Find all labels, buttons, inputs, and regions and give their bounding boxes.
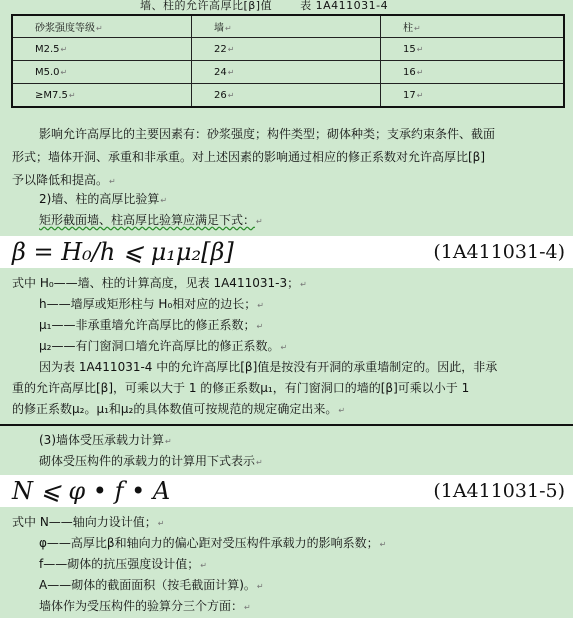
heading-bearing-capacity: (3)墙体受压承载力计算↵ — [39, 433, 172, 447]
table-row — [12, 61, 564, 84]
table-header-row — [12, 15, 564, 38]
where-f: f——砌体的抗压强度设计值；↵ — [39, 557, 207, 571]
table-title: 墙、柱的允许高厚比[β]值 — [140, 0, 273, 12]
where-a: A——砌体的截面面积（按毛截面计算)。↵ — [39, 578, 264, 592]
table-code: 表 1A411031-4 — [300, 0, 389, 12]
table-row — [12, 38, 564, 61]
allowable-ratio-table — [11, 14, 565, 108]
cell-grade: M5.0↵ — [12, 61, 192, 84]
paragraph-explain-line1: 因为表 1A411031-4 中的允许高厚比[β]值是按没有开洞的承重墙制定的。因此，非承 — [39, 360, 498, 374]
paragraph-capacity-intro: 砌体受压构件的承载力的计算用下式表示↵ — [39, 454, 263, 468]
formula-band-2 — [0, 475, 573, 507]
table-caption — [140, 0, 388, 14]
formula-slenderness: β = H₀/h ⩽ μ₁μ₂[β] — [12, 238, 234, 266]
paragraph-explain-line3: 的修正系数μ₂。μ₁和μ₂的具体数值可按规范的规定确定出来。↵ — [12, 402, 346, 416]
paragraph-factors-line3: 予以降低和提高。↵ — [12, 173, 116, 187]
paragraph-factors-line1: 影响允许高厚比的主要因素有：砂浆强度；构件类型；砌体种类；支承约束条件、截面 — [39, 127, 496, 141]
table-row — [12, 84, 564, 108]
section-divider — [0, 424, 573, 426]
cell-wall: 22↵ — [192, 38, 381, 61]
header-mortar-grade: 砂浆强度等级↵ — [12, 15, 192, 38]
formula-code-2: (1A411031-5) — [433, 480, 565, 502]
paragraph-three-aspects: 墙体作为受压构件的验算分三个方面：↵ — [39, 599, 251, 613]
cell-column: 16↵ — [381, 61, 565, 84]
paragraph-explain-line2: 重的允许高厚比[β]，可乘以大于 1 的修正系数μ₁，有门窗洞口的墙的[β]可乘以小于 1 — [12, 381, 470, 395]
where-mu1: μ₁——非承重墙允许高厚比的修正系数；↵ — [39, 318, 264, 332]
cell-column: 17↵ — [381, 84, 565, 108]
header-wall: 墙↵ — [192, 15, 381, 38]
cell-wall: 26↵ — [192, 84, 381, 108]
formula-code-1: (1A411031-4) — [433, 241, 565, 263]
formula-band-1 — [0, 236, 573, 268]
cell-grade: ≥M7.5↵ — [12, 84, 192, 108]
header-column: 柱↵ — [381, 15, 565, 38]
where-h: h——墙厚或矩形柱与 H₀相对应的边长；↵ — [39, 297, 264, 311]
where-phi: φ——高厚比β和轴向力的偏心距对受压构件承载力的影响系数；↵ — [39, 536, 387, 550]
paragraph-factors-line2: 形式；墙体开洞、承重和非承重。对上述因素的影响通过相应的修正系数对允许高厚比[β] — [12, 150, 486, 164]
formula-capacity: N ⩽ φ • f • A — [12, 477, 171, 505]
cell-grade: M2.5↵ — [12, 38, 192, 61]
cell-wall: 24↵ — [192, 61, 381, 84]
where-h0: 式中 H₀——墙、柱的计算高度，见表 1A411031-3；↵ — [12, 276, 307, 290]
where-n: 式中 N——轴向力设计值；↵ — [12, 515, 165, 529]
paragraph-condition: 矩形截面墙、柱高厚比验算应满足下式：↵ — [39, 213, 263, 227]
where-mu2: μ₂——有门窗洞口墙允许高厚比的修正系数。↵ — [39, 339, 288, 353]
heading-slenderness-check: 2)墙、柱的高厚比验算↵ — [39, 192, 168, 206]
cell-column: 15↵ — [381, 38, 565, 61]
